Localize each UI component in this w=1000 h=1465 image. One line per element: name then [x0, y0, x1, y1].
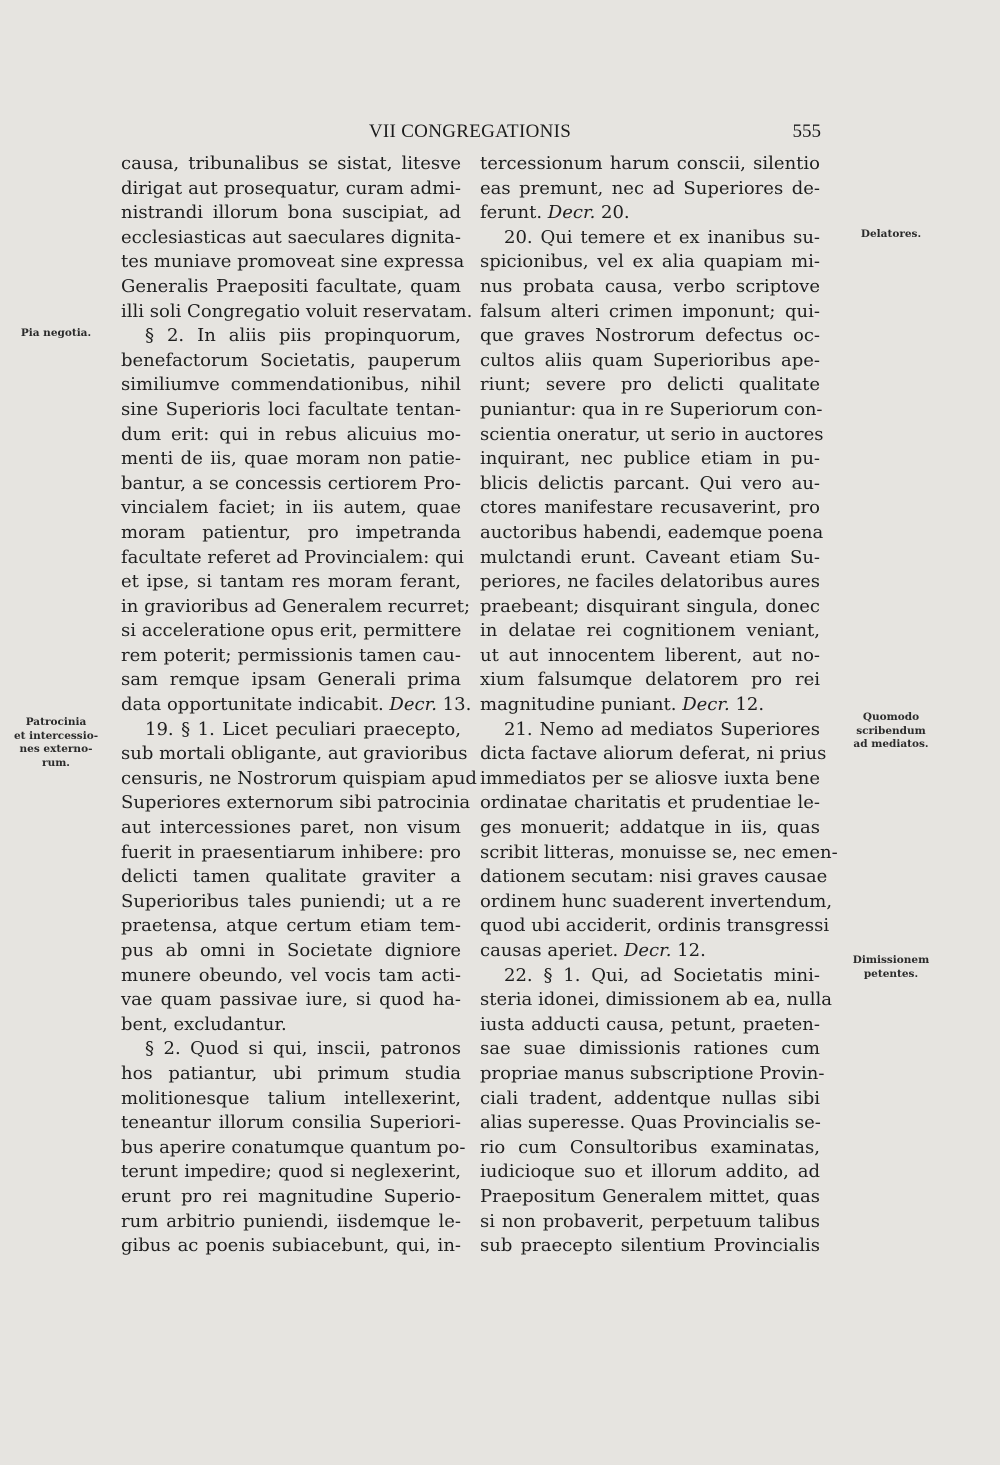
text-line: magnitudine puniant. Decr. 12.: [480, 694, 765, 716]
text-line: rio cum Consultoribus examinatas,: [480, 1136, 820, 1158]
text-line: mulctandi erunt. Caveant etiam Su-: [480, 546, 820, 568]
text-line: falsum alteri crimen imponunt; qui-: [480, 300, 820, 322]
text-line: similiumve commendationibus, nihil: [121, 374, 461, 396]
text-line: causas aperiet. Decr. 12.: [480, 940, 706, 961]
text-line: cultos aliis quam Superioribus ape-: [480, 349, 820, 371]
text-line: teneantur illorum consilia Superiori-: [121, 1112, 461, 1134]
margin-note-line: petentes.: [863, 967, 919, 980]
text-line: Superiores externorum sibi patrocinia: [121, 792, 471, 814]
text-line: propriae manus subscriptione Provin-: [480, 1062, 825, 1084]
text-line: bus aperire conatumque quantum po-: [121, 1136, 466, 1158]
text-line: ordinatae charitatis et prudentiae le-: [480, 792, 820, 814]
text-line: bent, excludantur.: [121, 1013, 287, 1035]
text-line: dicta factave aliorum deferat, ni prius: [480, 743, 827, 765]
text-line: sub praecepto silentium Provincialis: [480, 1235, 820, 1257]
margin-note-quomodo: [826, 711, 956, 752]
text-line: Praepositum Generalem mittet, quas: [480, 1185, 820, 1207]
margin-note-line: nes externo-: [19, 743, 93, 755]
text-line: Generalis Praepositi facultate, quam: [121, 275, 461, 297]
text-line: causa, tribunalibus se sistat, litesve: [121, 153, 461, 174]
text-line: rum arbitrio puniendi, iisdemque le-: [121, 1210, 461, 1232]
text-line: bantur, a se concessis certiorem Pro-: [121, 472, 461, 494]
text-line: data opportunitate indicabit. Decr. 13.: [121, 694, 472, 716]
text-line: ordinem hunc suaderent invertendum,: [480, 890, 833, 912]
text-line: sub mortali obligante, aut gravioribus: [121, 743, 468, 765]
text-line: praebeant; disquirant singula, donec: [480, 595, 820, 617]
text-line: nus probata causa, verbo scriptove: [480, 275, 820, 297]
text-line: puniantur: qua in re Superiorum con-: [480, 398, 823, 420]
margin-note-line: Delatores.: [860, 228, 922, 240]
text-line: ges monuerit; addatque in iis, quas: [480, 817, 820, 839]
margin-note-line: Dimissionem: [852, 954, 930, 966]
text-line: munere obeundo, vel vocis tam acti-: [121, 964, 461, 986]
text-line: 22. § 1. Qui, ad Societatis mini-: [504, 964, 820, 986]
text-line: menti de iis, quae moram non patie-: [121, 448, 461, 470]
text-line: dationem secutam: nisi graves causae: [480, 866, 828, 888]
text-line: delicti tamen qualitate graviter a: [121, 866, 461, 888]
margin-note-line: et intercessio-: [13, 729, 99, 742]
text-line: riunt; severe pro delicti qualitate: [480, 374, 820, 396]
text-line: 21. Nemo ad mediatos Superiores: [504, 718, 820, 740]
margin-note-line: scribendum: [856, 724, 926, 737]
text-line: fuerit in praesentiarum inhibere: pro: [121, 841, 461, 863]
text-line: auctoribus habendi, eademque poena: [480, 521, 824, 543]
text-line: rem poterit; permissionis tamen cau-: [121, 644, 461, 666]
text-line: ecclesiasticas aut saeculares dignita-: [121, 226, 461, 248]
text-line: iusta adducti causa, petunt, praeten-: [480, 1013, 820, 1035]
text-line: et ipse, si tantam res moram ferant,: [121, 571, 461, 593]
left-text-column: [121, 152, 477, 1259]
text-line: tercessionum harum conscii, silentio: [480, 153, 820, 174]
text-line: blicis delictis parcant. Qui vero au-: [480, 472, 820, 494]
text-line: iudicioque suo et illorum addito, ad: [480, 1161, 820, 1183]
right-text-column: [480, 152, 838, 1259]
text-line: 19. § 1. Licet peculiari praecepto,: [145, 718, 461, 740]
text-line: scientia oneratur, ut serio in auctores: [480, 423, 824, 445]
text-line: vincialem faciet; in iis autem, quae: [121, 497, 461, 519]
text-line: § 2. Quod si qui, inscii, patronos: [145, 1038, 461, 1060]
text-line: Superioribus tales puniendi; ut a re: [121, 890, 461, 912]
text-line: sine Superioris loci facultate tentan-: [121, 398, 461, 420]
text-line: alias superesse. Quas Provincialis se-: [480, 1112, 821, 1134]
text-line: scribit litteras, monuisse se, nec emen-: [480, 841, 838, 863]
text-line: steria idonei, dimissionem ab ea, nulla: [480, 989, 832, 1011]
margin-note-patrocinia: [8, 716, 104, 770]
text-line: gibus ac poenis subiacebunt, qui, in-: [121, 1235, 461, 1257]
text-line: quod ubi acciderit, ordinis transgressi: [480, 915, 830, 937]
text-line: terunt impedire; quod si neglexerint,: [121, 1161, 461, 1183]
margin-note-delatores: [836, 228, 946, 242]
text-line: si non probaverit, perpetuum talibus: [480, 1210, 820, 1232]
text-line: aut intercessiones paret, non visum: [121, 817, 461, 839]
text-line: molitionesque talium intellexerint,: [121, 1087, 461, 1109]
text-line: sam remque ipsam Generali prima: [121, 669, 461, 691]
text-line: que graves Nostrorum defectus oc-: [480, 325, 820, 347]
text-line: ut aut innocentem liberent, aut no-: [480, 644, 820, 666]
text-line: in delatae rei cognitionem veniant,: [480, 620, 820, 642]
text-line: nistrandi illorum bona suscipiat, ad: [121, 202, 461, 224]
text-line: pus ab omni in Societate digniore: [121, 940, 461, 961]
text-line: inquirant, nec publice etiam in pu-: [480, 448, 820, 470]
text-line: erunt pro rei magnitudine Superio-: [121, 1185, 461, 1207]
margin-note-line: ad mediatos.: [853, 738, 929, 750]
text-line: hos patiantur, ubi primum studia: [121, 1062, 461, 1084]
running-title: VII CONGREGATIONIS: [368, 121, 572, 142]
margin-note-pia-negotia: [6, 327, 106, 341]
text-line: illi soli Congregatio voluit reservatam.: [121, 300, 473, 322]
text-line: sae suae dimissionis rationes cum: [480, 1038, 820, 1060]
page-number: 555: [792, 121, 821, 142]
text-line: benefactorum Societatis, pauperum: [121, 349, 461, 371]
text-line: immediatos per se aliosve iuxta bene: [480, 767, 820, 789]
text-line: xium falsumque delatorem pro rei: [480, 669, 820, 691]
margin-note-line: Pia negotia.: [20, 327, 92, 339]
text-line: ciali tradent, addentque nullas sibi: [480, 1087, 820, 1109]
text-line: vae quam passivae iure, si quod ha-: [121, 989, 461, 1011]
margin-note-line: Quomodo: [862, 711, 920, 723]
text-line: censuris, ne Nostrorum quispiam apud: [121, 767, 477, 789]
margin-note-dimissionem: [826, 954, 956, 981]
text-line: si acceleratione opus erit, permittere: [121, 620, 462, 642]
margin-note-line: rum.: [42, 756, 70, 769]
text-line: eas premunt, nec ad Superiores de-: [480, 177, 820, 199]
text-line: tes muniave promoveat sine expressa: [121, 251, 465, 273]
text-line: 20. Qui temere et ex inanibus su-: [504, 226, 820, 248]
text-line: periores, ne faciles delatoribus aures: [480, 571, 820, 593]
text-line: in gravioribus ad Generalem recurret;: [121, 595, 471, 617]
text-line: spicionibus, vel ex alia quapiam mi-: [480, 251, 820, 273]
text-line: ferunt. Decr. 20.: [480, 202, 630, 224]
text-line: § 2. In aliis piis propinquorum,: [145, 325, 461, 347]
text-line: ctores manifestare recusaverint, pro: [480, 497, 820, 519]
text-line: dirigat aut prosequatur, curam admi-: [121, 177, 461, 199]
margin-note-line: Patrocinia: [25, 716, 87, 728]
text-line: facultate referet ad Provincialem: qui: [121, 546, 464, 568]
text-line: praetensa, atque certum etiam tem-: [121, 915, 461, 937]
text-line: moram patientur, pro impetranda: [121, 521, 461, 543]
text-line: dum erit: qui in rebus alicuius mo-: [121, 423, 461, 445]
